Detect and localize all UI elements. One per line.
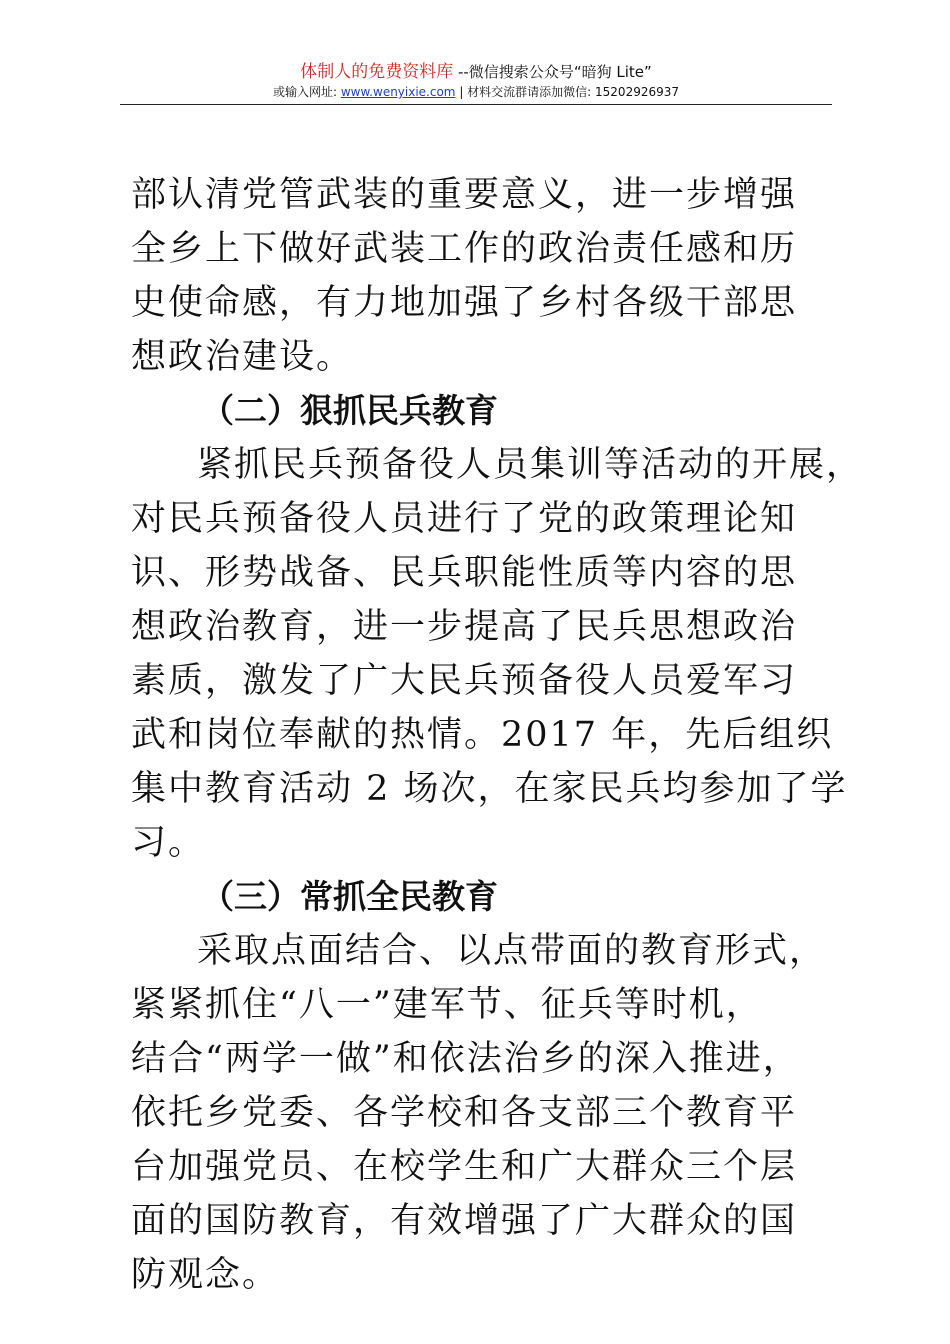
paragraph-line: 面的国防教育，有效增强了广大群众的国 bbox=[131, 1201, 798, 1241]
paragraph-line: 素质，激发了广大民兵预备役人员爱军习 bbox=[131, 661, 798, 701]
header-line-1 bbox=[120, 62, 832, 82]
header-brand: 体制人的免费资料库 bbox=[300, 62, 454, 82]
header-line-2 bbox=[120, 83, 832, 101]
header-tagline: --微信搜索公众号“暗狗 Lite” bbox=[453, 63, 652, 81]
header-url-prefix: 或输入网址: bbox=[272, 85, 341, 99]
public-education-paragraph bbox=[131, 924, 841, 1302]
paragraph-line: 紧紧抓住“八一”建军节、征兵等时机， bbox=[131, 985, 763, 1025]
document-body bbox=[131, 168, 864, 1302]
paragraph-line: 结合“两学一做”和依法治乡的深入推进， bbox=[131, 1039, 800, 1079]
paragraph-line: 采取点面结合、以点带面的教育形式， bbox=[197, 931, 827, 971]
header-divider bbox=[120, 104, 832, 105]
intro-paragraph bbox=[131, 168, 841, 384]
header-website-link[interactable]: www.wenyixie.com bbox=[340, 85, 456, 99]
paragraph-line: 全乡上下做好武装工作的政治责任感和历 bbox=[131, 229, 798, 269]
paragraph-line: 想政治建设。 bbox=[131, 337, 354, 377]
paragraph-line: 武和岗位奉献的热情。2017 年，先后组织 bbox=[131, 715, 834, 755]
paragraph-line: 依托乡党委、各学校和各支部三个教育平 bbox=[131, 1093, 798, 1133]
militia-education-paragraph bbox=[131, 438, 864, 870]
paragraph-line: 对民兵预备役人员进行了党的政策理论知 bbox=[131, 499, 798, 539]
section-heading-militia-education: （二）狠抓民兵教育 bbox=[201, 391, 498, 430]
header-contact: | 材料交流群请添加微信: 15202926937 bbox=[455, 85, 680, 99]
paragraph-line: 史使命感，有力地加强了乡村各级干部思 bbox=[131, 283, 798, 323]
paragraph-line: 习。 bbox=[131, 823, 206, 863]
page-header bbox=[120, 62, 832, 101]
paragraph-line: 识、形势战备、民兵职能性质等内容的思 bbox=[131, 553, 798, 593]
paragraph-line: 部认清党管武装的重要意义，进一步增强 bbox=[131, 175, 798, 215]
paragraph-line: 紧抓民兵预备役人员集训等活动的开展， bbox=[197, 445, 864, 485]
paragraph-line: 想政治教育，进一步提高了民兵思想政治 bbox=[131, 607, 798, 647]
paragraph-line: 防观念。 bbox=[131, 1255, 280, 1295]
paragraph-line: 集中教育活动 2 场次，在家民兵均参加了学 bbox=[131, 769, 848, 809]
paragraph-line: 台加强党员、在校学生和广大群众三个层 bbox=[131, 1147, 798, 1187]
section-heading-public-education: （三）常抓全民教育 bbox=[201, 877, 498, 916]
